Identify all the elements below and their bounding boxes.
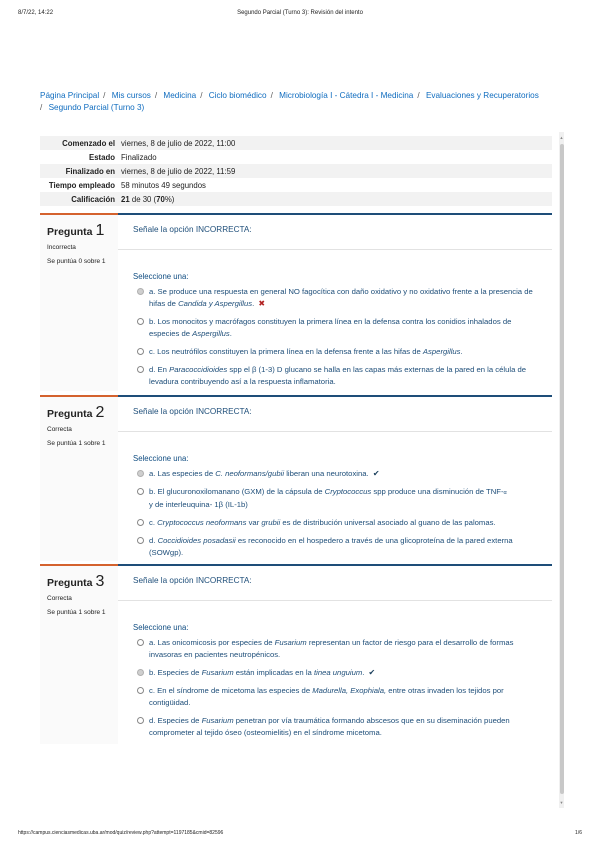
summary-row-time — [40, 178, 552, 192]
summary-label: Calificación — [71, 194, 115, 204]
question-content — [118, 213, 552, 391]
question-state: Correcta — [47, 595, 72, 602]
summary-label: Estado — [89, 152, 115, 162]
scroll-up-icon[interactable]: ▲ — [559, 135, 564, 140]
breadcrumb-home[interactable]: Página Principal — [40, 91, 100, 100]
radio[interactable] — [137, 366, 144, 373]
radio[interactable] — [137, 318, 144, 325]
question-number: Pregunta 1 — [47, 222, 105, 239]
summary-value: viernes, 8 de julio de 2022, 11:59 — [121, 166, 236, 176]
summary-row-state — [40, 150, 552, 164]
summary-label: Finalizado en — [65, 166, 115, 176]
radio[interactable] — [137, 717, 144, 724]
question-3 — [40, 564, 552, 744]
incorrect-icon: ✖ — [258, 299, 266, 308]
breadcrumb: Página Principal / Mis cursos / Medicina / Ciclo biomédico / Microbiología I - Cátedra I - Medicina / Evaluaciones y Recuperatorios / Segundo Parcial (Turno 3) — [40, 91, 539, 112]
print-url: https://campus.cienciasmedicas.uba.ar/mod/quiz/review.php?attempt=1197185&cmid=82596 — [18, 830, 224, 836]
question-grade: Se puntúa 0 sobre 1 — [47, 258, 106, 265]
question-text: Señale la opción INCORRECTA: — [118, 215, 552, 250]
print-page-number: 1/6 — [575, 830, 582, 836]
question-number: Pregunta 3 — [47, 573, 105, 590]
breadcrumb-segundo-parcial[interactable]: Segundo Parcial (Turno 3) — [48, 103, 145, 112]
answer-prompt: Seleccione una: — [133, 272, 189, 281]
question-info — [40, 564, 118, 744]
question-text: Señale la opción INCORRECTA: — [118, 397, 552, 432]
question-content — [118, 564, 552, 744]
question-state: Correcta — [47, 426, 72, 433]
summary-row-started — [40, 136, 552, 150]
summary-value: viernes, 8 de julio de 2022, 11:00 — [121, 138, 236, 148]
correct-icon: ✔ — [372, 469, 380, 478]
breadcrumb-microbiologia[interactable]: Microbiología I - Cátedra I - Medicina — [279, 91, 414, 100]
answer-option-c[interactable]: c. Cryptococcus neoformans var grubii es de distribución universal asociado al guano de las palomas. — [133, 517, 536, 529]
breadcrumb-ciclo-biomedico[interactable]: Ciclo biomédico — [208, 91, 267, 100]
radio[interactable] — [137, 639, 144, 646]
summary-row-finished — [40, 164, 552, 178]
summary-row-grade — [40, 192, 552, 206]
radio-selected[interactable] — [137, 669, 144, 676]
radio[interactable] — [137, 687, 144, 694]
answer-option-c[interactable]: c. Los neutrófilos constituyen la primera línea en la defensa frente a las hifas de Aspergillus. — [133, 346, 536, 358]
question-grade: Se puntúa 1 sobre 1 — [47, 609, 106, 616]
radio-selected[interactable] — [137, 288, 144, 295]
attempt-summary-table — [40, 136, 552, 206]
question-info — [40, 395, 118, 561]
radio[interactable] — [137, 488, 144, 495]
answer-option-d[interactable]: d. Coccidioides posadasii es reconocido en el hospedero a través de una glicoproteína de la pared externa (SOWgp). — [133, 535, 536, 559]
question-grade: Se puntúa 1 sobre 1 — [47, 440, 106, 447]
answer-option-a[interactable]: a. Las especies de C. neoformans/gubii liberan una neurotoxina. ✔ — [133, 468, 536, 480]
question-number: Pregunta 2 — [47, 404, 105, 421]
answer-option-b[interactable]: b. Los monocitos y macrófagos constituyen la primera línea en la defensa contra los conidios inhalados de especies de Aspergillus. — [133, 316, 536, 340]
breadcrumb-my-courses[interactable]: Mis cursos — [111, 91, 151, 100]
print-footer — [18, 830, 582, 838]
radio-selected[interactable] — [137, 470, 144, 477]
breadcrumb-evaluaciones[interactable]: Evaluaciones y Recuperatorios — [425, 91, 539, 100]
question-info — [40, 213, 118, 391]
question-content — [118, 395, 552, 561]
radio[interactable] — [137, 537, 144, 544]
summary-label: Comenzado el — [62, 138, 115, 148]
answer-prompt: Seleccione una: — [133, 454, 189, 463]
radio[interactable] — [137, 519, 144, 526]
answer-option-a[interactable]: a. Las onicomicosis por especies de Fusarium representan un factor de riesgo para el desarrollo de formas invasoras en pacientes neutropénicos. — [133, 637, 536, 661]
summary-label: Tiempo empleado — [48, 180, 115, 190]
question-2 — [40, 395, 552, 561]
question-1 — [40, 213, 552, 391]
summary-value: Finalizado — [121, 152, 157, 162]
breadcrumb-medicina[interactable]: Medicina — [163, 91, 197, 100]
answer-option-c[interactable]: c. En el síndrome de micetoma las especies de Madurella, Exophiala, entre otras invaden los tejidos por contigüidad. — [133, 685, 536, 709]
print-header — [18, 10, 582, 20]
scrollbar[interactable] — [559, 132, 564, 808]
scroll-down-icon[interactable]: ▼ — [559, 800, 564, 805]
summary-value: 58 minutos 49 segundos — [121, 180, 206, 190]
scrollbar-thumb[interactable] — [560, 144, 564, 794]
answer-option-d[interactable]: d. En Paracoccidioides spp el β (1-3) D glucano se halla en las capas más externas de la pared en la célula de levadura contribuyendo así a la respuesta inflamatoria. — [133, 364, 536, 388]
print-date: 8/7/22, 14:22 — [18, 10, 54, 16]
answer-option-b[interactable]: b. El glucuronoxilomanano (GXM) de la cápsula de Cryptococcus spp produce una disminución de TNF-α y de interleuquina- 1β (IL-1b) — [133, 486, 536, 511]
question-text: Señale la opción INCORRECTA: — [118, 566, 552, 601]
answer-prompt: Seleccione una: — [133, 623, 189, 632]
summary-value: 21 de 30 (70%) — [121, 194, 175, 204]
radio[interactable] — [137, 348, 144, 355]
question-state: Incorrecta — [47, 244, 76, 251]
correct-icon: ✔ — [368, 668, 376, 677]
answer-option-b[interactable]: b. Especies de Fusarium están implicadas en la tinea unguium. ✔ — [133, 667, 536, 679]
print-title: Segundo Parcial (Turno 3): Revisión del intento — [237, 10, 363, 16]
answer-option-d[interactable]: d. Especies de Fusarium penetran por vía traumática formando abscesos que en su diseminación pueden comprometer al tejido óseo (osteomielitis) en el síndrome micetoma. — [133, 715, 536, 739]
answer-option-a[interactable]: a. Se produce una respuesta en general NO fagocítica con daño oxidativo y no oxidativo frente a la presencia de hifas de Candida y Aspergillus. ✖ — [133, 286, 536, 310]
